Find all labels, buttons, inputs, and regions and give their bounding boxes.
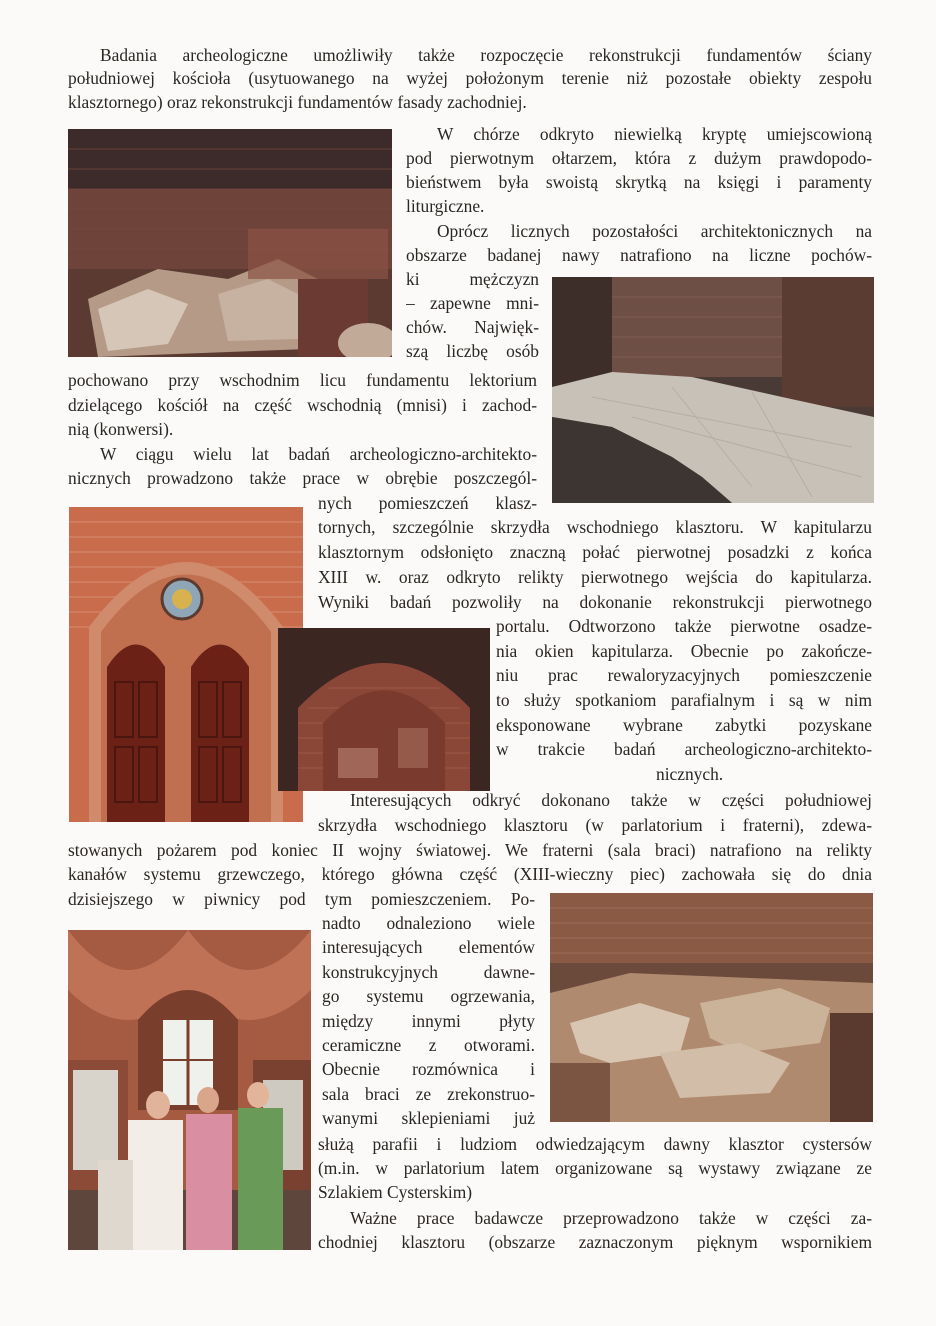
text-line: sala braci ze zrekonstruo- — [322, 1084, 535, 1104]
photo-heating-remains — [550, 893, 873, 1122]
text-line: portalu. Odtworzono także pierwotne osadze- — [496, 616, 872, 636]
text-line: nicznych. — [656, 764, 724, 784]
text-line: nia okien kapitularza. Obecnie po zakończe- — [496, 641, 872, 661]
text-line: w trakcie badań archeologiczno-architekto- — [496, 739, 872, 759]
text-line: kanałów systemu grzewczego, którego główna część (XIII-wieczny piec) zachowała się do dnia — [68, 864, 872, 884]
text-line: Interesujących odkryć dokonano także w części południowej — [350, 790, 872, 810]
text-line: nią (konwersi). — [68, 419, 174, 439]
text-line: nicznych prowadzono także prace w obrębie poszczegól- — [68, 468, 537, 488]
text-line: skrzydła wschodniego klasztoru (w parlatorium i fraterni), zdewa- — [318, 815, 872, 835]
text-line: Badania archeologiczne umożliwiły także rozpoczęcie rekonstrukcji fundamentów ściany — [100, 45, 872, 65]
photo-crypt — [68, 129, 392, 357]
photo-chapter-house-portal — [69, 507, 303, 822]
text-line: W ciągu wielu lat badań archeologiczno-architekto- — [100, 444, 537, 464]
text-line: nych pomieszczeń klasz- — [318, 493, 537, 513]
text-line: tornych, szczególnie skrzydła wschodniego klasztoru. W kapitularzu — [318, 517, 872, 537]
text-line: klasztornym odsłonięto znaczną połać pierwotnej posadzki z końca — [318, 542, 872, 562]
text-line: pochowano przy wschodnim licu fundamentu lektorium — [68, 370, 537, 390]
text-line: interesujących elementów — [322, 937, 535, 957]
text-line: klasztornego) oraz rekonstrukcji fundamentów fasady zachodniej. — [68, 92, 527, 112]
text-line: chodniej klasztoru (obszarze zaznaczonym pięknym wspornikiem — [318, 1232, 872, 1252]
text-line: między innymi płyty — [322, 1011, 535, 1031]
text-line: to służy spotkaniom parafialnym i są w nim — [496, 690, 872, 710]
text-line: konstrukcyjnych dawne- — [322, 962, 535, 982]
text-line: (m.in. w parlatorium latem organizowane są wystawy związane ze — [318, 1158, 872, 1178]
text-line: szą liczbę osób — [406, 341, 539, 361]
text-line: południowej kościoła (usytuowanego na wyżej położonym terenie niż pozostałe obiekty zespołu — [68, 68, 872, 88]
text-line: XIII w. oraz odkryto relikty pierwotnego wejścia do kapitularza. — [318, 567, 872, 587]
text-line: dzisiejszego w piwnicy pod tym pomieszczeniem. Po- — [68, 889, 535, 909]
text-line: ceramiczne z otworami. — [322, 1035, 535, 1055]
text-line: Obecnie rozmównica i — [322, 1059, 535, 1079]
text-line: nadto odnaleziono wiele — [322, 913, 535, 933]
photo-visitors-hall — [68, 930, 311, 1250]
text-line: niu prac rewaloryzacyjnych pomieszczenie — [496, 665, 872, 685]
text-line: dzielącego kościół na część wschodnią (mnisi) i zachod- — [68, 395, 537, 415]
text-line: W chórze odkryto niewielką kryptę umiejscowioną — [437, 124, 872, 144]
photo-nave-floor — [552, 277, 874, 503]
text-line: służą parafii i ludziom odwiedzającym dawny klasztor cystersów — [318, 1134, 872, 1154]
text-line: bieństwem była swoistą skrytką na księgi i paramenty — [406, 172, 872, 192]
text-line: Wyniki badań pozwoliły na dokonanie rekonstrukcji pierwotnego — [318, 592, 872, 612]
text-line: go systemu ogrzewania, — [322, 986, 535, 1006]
text-line: – zapewne mni- — [406, 293, 539, 313]
text-line: Szlakiem Cysterskim) — [318, 1182, 473, 1202]
photo-entrance-relic — [278, 628, 490, 791]
text-line: ki mężczyzn — [406, 269, 539, 289]
text-line: Oprócz licznych pozostałości architektonicznych na — [437, 221, 872, 241]
text-line: liturgiczne. — [406, 196, 485, 216]
text-line: chów. Najwięk- — [406, 317, 539, 337]
text-line: Ważne prace badawcze przeprowadzono także w części za- — [350, 1208, 872, 1228]
text-line: stowanych pożarem pod koniec II wojny światowej. We fraterni (sala braci) natrafiono na relikty — [68, 840, 872, 860]
text-line: wanymi sklepieniami już — [322, 1108, 535, 1128]
text-line: pod pierwotnym ołtarzem, która z dużym prawdopodo- — [406, 148, 872, 168]
text-line: obszarze badanej nawy natrafiono na liczne pochów- — [406, 245, 872, 265]
text-line: eksponowane wybrane zabytki pozyskane — [496, 715, 872, 735]
